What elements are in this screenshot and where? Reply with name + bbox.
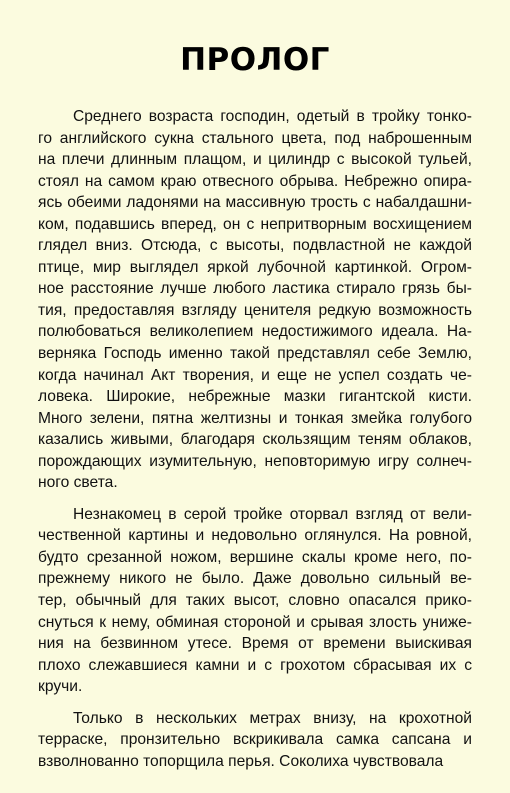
text-line: снуться к нему, обминая стороной и срывая злость униже- [38, 613, 472, 631]
text-line: кручи. [38, 678, 83, 696]
text-line: тия, предоставляя взгляду ценителя редкую возможность [38, 301, 472, 319]
text-line: ясь обеими ладонями на массивную трость с набалдашни- [38, 194, 472, 212]
text-line: Незнакомец в серой тройке оторвал взгляд от вели- [73, 505, 472, 523]
text-line: взволнованно топорщила перья. Соколиха чувствовала [38, 752, 444, 770]
text-line: порождающих изумительную, неповторимую игру солнеч- [38, 452, 472, 470]
text-line: прежнему никого не было. Даже довольно сильный ве- [38, 570, 472, 588]
text-line: Среднего возраста господин, одетый в тройку тонко- [73, 108, 472, 125]
text-line: казались живыми, благодаря скользящим теням облаков, [38, 431, 472, 449]
text-line: когда начинал Акт творения, и еще не успел создать че- [38, 366, 472, 384]
text-line: терраске, пронзительно вскрикивала самка сапсана и [38, 731, 472, 749]
text-line: тер, обычный для таких высот, словно опасался прико- [38, 592, 472, 610]
paragraph [38, 504, 472, 698]
text-line: го английского сукна стального цвета, под наброшенным [38, 129, 472, 147]
text-line: ком, подавшись вперед, он с непритворным восхищением [38, 215, 472, 233]
text-line: полюбоваться великолепием недостижимого идеала. На- [38, 323, 472, 341]
chapter-body [38, 106, 472, 772]
paragraph [38, 106, 472, 494]
text-line: ное расстояние лучше любого ластика стирало грязь бы- [38, 280, 472, 298]
text-line: глядел вниз. Отсюда, с высоты, подвластной не каждой [38, 237, 472, 255]
text-line: стоял на самом краю отвесного обрыва. Небрежно опира- [38, 172, 472, 190]
paragraph [38, 708, 472, 773]
text-line: будто срезанной ножом, вершине скалы кроме него, по- [38, 548, 472, 566]
text-line: птице, мир выглядел яркой лубочной картинкой. Огром- [38, 258, 472, 276]
text-line: плохо слежавшиеся камни и с грохотом сбрасывая их с [38, 656, 472, 674]
chapter-title: ПРОЛОГ [180, 42, 330, 78]
text-line: ловека. Широкие, небрежные мазки гигантской кисти. [38, 388, 472, 406]
text-line: Много зелени, пятна желтизны и тонкая змейка голубого [38, 409, 472, 427]
text-line: ния на безвинном утесе. Время от времени выискивая [38, 635, 472, 653]
text-line: ного света. [38, 474, 118, 492]
text-line: чественной картины и недовольно оглянулся. На ровной, [38, 527, 472, 545]
text-line: Только в нескольких метрах внизу, на крохотной [73, 709, 472, 727]
text-line: на плечи длинным плащом, и цилиндр с высокой тульей, [38, 151, 472, 169]
text-line: верняка Господь именно такой представлял себе Землю, [38, 345, 472, 363]
